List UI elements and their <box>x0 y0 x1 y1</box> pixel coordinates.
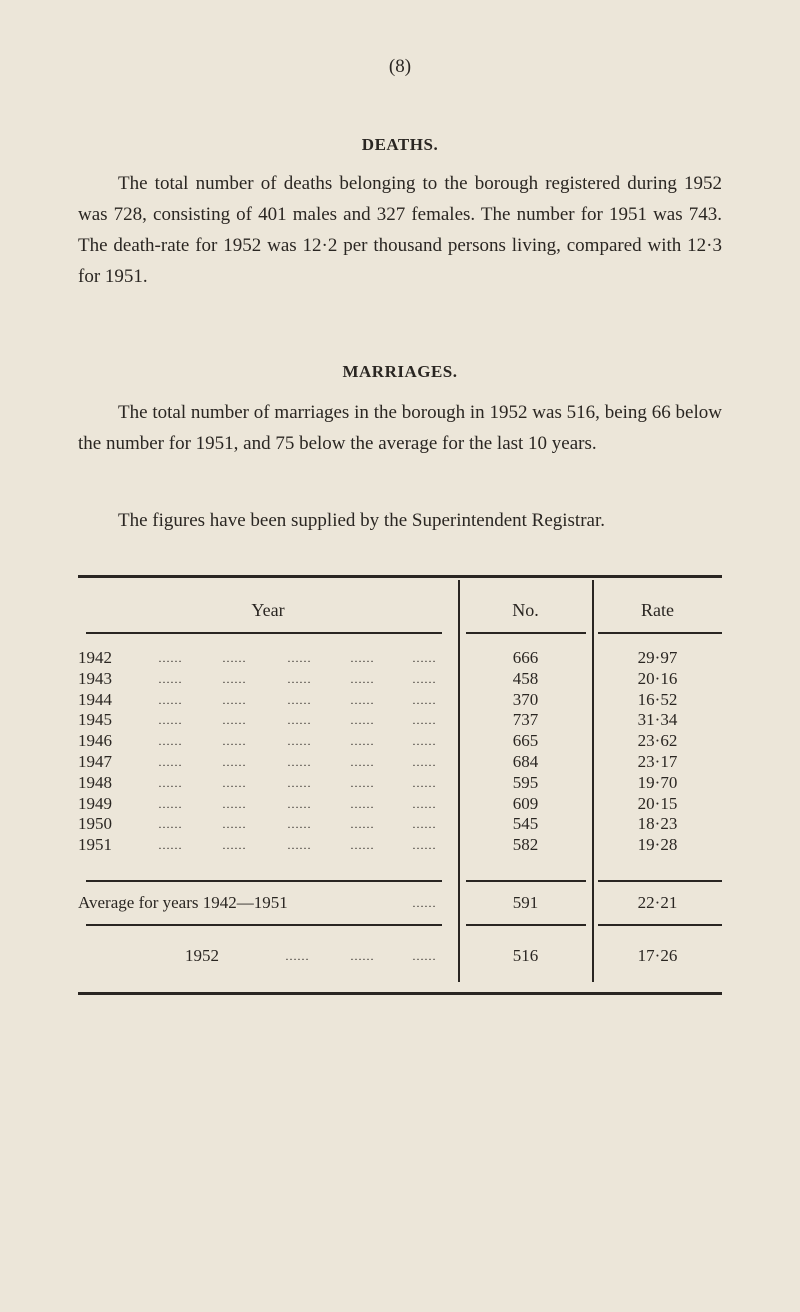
row-leader-dots: …… <box>158 734 182 749</box>
row-leader-dots: …… <box>222 817 246 832</box>
row-leader-dots: …… <box>412 692 436 707</box>
average-rule-year <box>86 880 442 882</box>
row-leader-dots: …… <box>158 692 182 707</box>
year-column-header: Year <box>251 600 285 620</box>
row-leader-dots: …… <box>287 671 311 686</box>
average-leader-dots: …… <box>412 896 436 910</box>
row-leader-dots: …… <box>287 775 311 790</box>
row-leader-dots: …… <box>412 755 436 769</box>
marriages-paragraph: The total number of marriages in the borough in 1952 was 516, being 66 below the number for 1951, and 75 below the average for the last 10 years. <box>78 402 722 454</box>
row-leader-dots: …… <box>287 838 311 853</box>
average-no: 591 <box>512 893 539 912</box>
row-year: 1950 <box>78 814 112 834</box>
marriages-source-note: The figures have been supplied by the Superintendent Registrar. <box>118 510 606 531</box>
header-rule-year <box>86 632 442 634</box>
row-leader-dots: …… <box>350 713 374 728</box>
row-year: 1946 <box>78 731 112 751</box>
row-leader-dots: …… <box>222 671 246 686</box>
row-rate: 20·15 <box>637 793 678 813</box>
row-no: 666 <box>512 648 539 667</box>
row-leader-dots: …… <box>350 651 374 665</box>
row-year: 1951 <box>78 835 112 855</box>
row-leader-dots: …… <box>222 796 246 811</box>
row-leader-dots: …… <box>412 713 436 728</box>
row-leader-dots: …… <box>412 651 436 665</box>
row-leader-dots: …… <box>287 734 311 749</box>
row-leader-dots: …… <box>350 796 374 811</box>
row-leader-dots: …… <box>158 671 182 686</box>
row-rate: 31·34 <box>637 710 678 730</box>
row-year: 1948 <box>78 772 112 792</box>
row-no: 458 <box>512 668 539 688</box>
row-leader-dots: …… <box>222 692 246 707</box>
row-leader-dots: …… <box>287 796 311 811</box>
row-leader-dots: …… <box>222 713 246 728</box>
page-number: (8) <box>388 56 412 77</box>
current-rate: 17·26 <box>637 946 678 965</box>
row-leader-dots: …… <box>412 775 436 790</box>
row-leader-dots: …… <box>222 838 246 853</box>
row-rate: 19·28 <box>637 835 678 855</box>
row-leader-dots: …… <box>158 651 182 665</box>
row-no: 595 <box>512 772 539 792</box>
current-rule-rate <box>598 924 722 926</box>
header-rule-rate <box>598 632 722 634</box>
marriages-heading: MARRIAGES. <box>342 362 458 381</box>
row-leader-dots: …… <box>222 755 246 769</box>
average-label: Average for years 1942—1951 <box>78 893 288 912</box>
row-rate: 20·16 <box>637 668 678 688</box>
row-leader-dots: …… <box>222 734 246 749</box>
row-leader-dots: …… <box>350 817 374 832</box>
no-column-header: No. <box>512 600 539 620</box>
row-leader-dots: …… <box>287 713 311 728</box>
current-no: 516 <box>512 946 539 965</box>
table-top-rule <box>78 575 722 578</box>
row-leader-dots: …… <box>350 838 374 853</box>
row-leader-dots: …… <box>287 651 311 665</box>
current-year: 1952 <box>185 946 219 965</box>
row-leader-dots: …… <box>287 817 311 832</box>
row-leader-dots: …… <box>222 775 246 790</box>
row-leader-dots: …… <box>287 692 311 707</box>
average-rule-no <box>466 880 586 882</box>
current-leader-dots-2: …… <box>350 949 374 963</box>
row-rate: 23·17 <box>637 752 678 771</box>
row-no: 609 <box>512 793 539 813</box>
row-no: 665 <box>512 731 539 751</box>
row-no: 737 <box>512 710 539 730</box>
row-leader-dots: …… <box>350 671 374 686</box>
row-rate: 29·97 <box>637 648 678 667</box>
row-year: 1943 <box>78 668 112 688</box>
row-year: 1945 <box>78 710 112 730</box>
rate-column-header: Rate <box>641 600 674 620</box>
row-rate: 16·52 <box>637 689 678 709</box>
row-year: 1944 <box>78 689 112 709</box>
row-no: 545 <box>512 814 539 834</box>
row-no: 684 <box>512 752 539 771</box>
row-leader-dots: …… <box>350 734 374 749</box>
row-leader-dots: …… <box>412 796 436 811</box>
row-rate: 18·23 <box>637 814 678 834</box>
row-rate: 19·70 <box>637 772 678 792</box>
row-leader-dots: …… <box>158 838 182 853</box>
header-rule-no <box>466 632 586 634</box>
row-leader-dots: …… <box>158 775 182 790</box>
row-leader-dots: …… <box>158 796 182 811</box>
row-leader-dots: …… <box>412 671 436 686</box>
row-leader-dots: …… <box>222 651 246 665</box>
current-leader-dots-1: …… <box>285 949 309 963</box>
row-rate: 23·62 <box>637 731 678 751</box>
current-rule-no <box>466 924 586 926</box>
row-year: 1947 <box>78 752 112 771</box>
row-leader-dots: …… <box>287 755 311 769</box>
row-leader-dots: …… <box>412 734 436 749</box>
average-rate: 22·21 <box>637 893 678 912</box>
row-year: 1949 <box>78 793 112 813</box>
row-leader-dots: …… <box>350 775 374 790</box>
row-leader-dots: …… <box>350 692 374 707</box>
row-no: 370 <box>512 689 539 709</box>
row-no: 582 <box>512 835 539 855</box>
current-leader-dots-3: …… <box>412 949 436 963</box>
row-leader-dots: …… <box>158 755 182 769</box>
deaths-paragraph: The total number of deaths belonging to the borough registered during 1952 was 728, consisting of 401 males and 327 females. The number for 1951 was 743. The death-rate for 1952 was 12·2 per thousand persons living, compared with 12·3 for 1951. <box>78 173 722 287</box>
row-leader-dots: …… <box>412 817 436 832</box>
current-rule-year <box>86 924 442 926</box>
row-year: 1942 <box>78 648 112 667</box>
deaths-heading: DEATHS. <box>361 135 439 154</box>
average-rule-rate <box>598 880 722 882</box>
row-leader-dots: …… <box>350 755 374 769</box>
table-bottom-rule <box>78 992 722 995</box>
row-leader-dots: …… <box>412 838 436 853</box>
row-leader-dots: …… <box>158 713 182 728</box>
row-leader-dots: …… <box>158 817 182 832</box>
